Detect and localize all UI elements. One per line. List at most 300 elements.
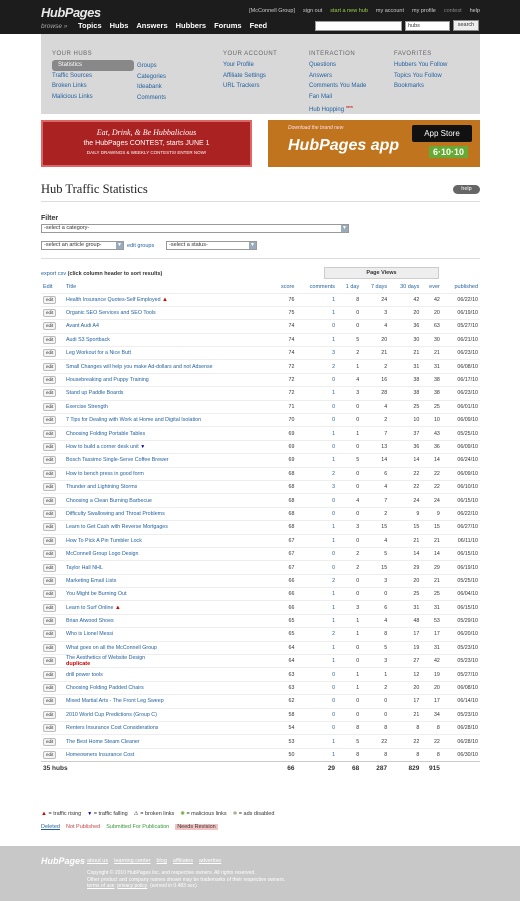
cell-views-7-days: 15 [361, 521, 389, 534]
cell-views-30-days: 38 [389, 373, 421, 386]
edit-button[interactable]: edit [43, 483, 56, 491]
cell-comments[interactable]: 0 [296, 373, 337, 386]
your-hubs-column-2 [137, 61, 166, 103]
cell-views-7-days: 0 [361, 695, 389, 708]
hub-title-link[interactable]: Health Insurance Quotes-Self Employed [66, 296, 161, 303]
cell-views-7-days: 13 [361, 440, 389, 453]
nav-hubbers[interactable]: Hubbers [175, 21, 207, 30]
cell-views-1-day: 8 [337, 722, 361, 735]
cell-views-30-days: 22 [389, 480, 421, 493]
edit-button[interactable]: edit [43, 617, 56, 625]
sort-hint: (click column header to sort results) [67, 271, 163, 277]
cell-comments[interactable]: 1 [296, 588, 337, 601]
table-row [41, 454, 480, 467]
app-store-badge: App Store [412, 125, 472, 142]
title-divider [41, 201, 480, 202]
menu-hubbers-you-follow[interactable]: Hubbers You Follow [394, 62, 448, 68]
col-edit[interactable]: Edit [43, 284, 53, 291]
cell-views-30-days: 31 [389, 601, 421, 614]
cell-views-30-days: 38 [389, 387, 421, 400]
cell-comments[interactable]: 0 [296, 561, 337, 574]
group-name: [McConnell Group] [249, 8, 296, 14]
hub-title-link[interactable]: How to build a corner desk unit [66, 443, 139, 450]
cell-comments[interactable]: 0 [296, 708, 337, 721]
cell-score: 69 [272, 427, 296, 440]
cell-views-30-days: 20 [389, 574, 421, 587]
edit-button[interactable]: edit [43, 510, 56, 518]
export-csv-link[interactable]: export csv [41, 271, 67, 277]
cell-views-7-days: 3 [361, 655, 389, 668]
table-row [41, 333, 480, 346]
cell-comments[interactable]: 0 [296, 414, 337, 427]
edit-button[interactable]: edit [43, 550, 56, 558]
footer-affiliates[interactable]: affiliates [172, 858, 193, 864]
hub-title-link[interactable]: Thunder and Lightning Storms [66, 484, 138, 491]
cell-views-1-day: 0 [337, 588, 361, 601]
cell-published-date: 06/19/10 [442, 306, 480, 319]
nav-forums[interactable]: Forums [214, 21, 242, 30]
status-select-value: -select a status- [169, 242, 208, 248]
cell-published-date: 06/27/10 [442, 521, 480, 534]
hub-title-link[interactable]: Organic SEO Services and SEO Tools [66, 310, 156, 317]
nav-answers[interactable]: Answers [136, 21, 168, 30]
cell-views-ever: 8 [421, 748, 442, 761]
status-needs-revision: Needs Revision [177, 824, 216, 830]
hub-title-link[interactable]: Housebreaking and Puppy Training [66, 377, 149, 384]
edit-button[interactable]: edit [43, 523, 56, 531]
edit-button[interactable]: edit [43, 403, 56, 411]
menu-malicious-links[interactable]: Malicious Links [52, 93, 93, 100]
cell-score: 68 [272, 480, 296, 493]
cell-comments[interactable]: 0 [296, 507, 337, 520]
cell-comments[interactable]: 2 [296, 467, 337, 480]
cell-score: 53 [272, 735, 296, 748]
cell-comments[interactable]: 1 [296, 454, 337, 467]
contest-banner-title: the HubPages CONTEST, starts JUNE 1 [83, 140, 210, 147]
cell-views-30-days: 9 [389, 507, 421, 520]
edit-button[interactable]: edit [43, 751, 56, 759]
cell-published-date: 06/23/10 [442, 347, 480, 360]
cell-comments[interactable]: 1 [296, 601, 337, 614]
cell-views-ever: 14 [421, 547, 442, 560]
footer-links [87, 858, 221, 864]
edit-button[interactable]: edit [43, 537, 56, 545]
cell-comments[interactable]: 0 [296, 668, 337, 681]
search-input[interactable] [315, 21, 402, 31]
hubpages-logo[interactable]: HubPages [41, 5, 101, 20]
footer-advertise[interactable]: advertise [198, 858, 222, 864]
filter-label: Filter [41, 215, 59, 222]
cell-views-7-days: 8 [361, 748, 389, 761]
cell-views-7-days: 6 [361, 467, 389, 480]
cell-score: 63 [272, 668, 296, 681]
cell-score: 74 [272, 320, 296, 333]
edit-button[interactable]: edit [43, 684, 56, 692]
hub-title-link[interactable]: drill power tools [66, 671, 103, 678]
table-row [41, 480, 480, 493]
menu-topics-you-follow[interactable]: Topics You Follow [394, 72, 442, 79]
cell-views-7-days: 4 [361, 480, 389, 493]
edit-button[interactable]: edit [43, 604, 56, 612]
app-banner[interactable] [268, 120, 480, 167]
legend-rising: = traffic rising [48, 811, 82, 817]
favorites-column [394, 51, 447, 92]
app-banner-tagline: Download the brand new [288, 125, 344, 131]
cell-comments[interactable]: 1 [296, 427, 337, 440]
menu-traffic-sources[interactable]: Traffic Sources [52, 72, 93, 79]
cell-views-1-day: 4 [337, 494, 361, 507]
edit-button[interactable]: edit [43, 738, 56, 746]
cell-comments[interactable]: 0 [296, 494, 337, 507]
cell-views-ever: 22 [421, 735, 442, 748]
edit-button[interactable]: edit [43, 564, 56, 572]
cell-views-7-days: 28 [361, 387, 389, 400]
menu-your-profile[interactable]: Your Profile [223, 62, 254, 68]
table-row [41, 400, 480, 413]
cell-views-7-days: 3 [361, 306, 389, 319]
footer-logo[interactable]: HubPages [41, 856, 86, 866]
menu-bookmarks[interactable]: Bookmarks [394, 83, 425, 89]
cell-published-date: 06/15/10 [442, 547, 480, 560]
cell-views-7-days: 21 [361, 347, 389, 360]
hub-title-link[interactable]: Audi S3 Sportback [66, 336, 110, 343]
cell-comments[interactable]: 2 [296, 360, 337, 373]
hub-title-link[interactable]: Leg Workout for a Nice Butt [66, 350, 131, 357]
cell-views-30-days: 37 [389, 427, 421, 440]
edit-button[interactable]: edit [43, 724, 56, 732]
hub-title-link[interactable]: Mixed Martial Arts - The Front Leg Sweep [66, 698, 164, 705]
cell-published-date: 06/09/10 [442, 467, 480, 480]
hub-title-link[interactable]: 7 Tips for Dealing with Work at Home and Digital Isolation [66, 417, 202, 424]
cell-comments[interactable]: 0 [296, 695, 337, 708]
table-row [41, 561, 480, 574]
table-row [41, 360, 480, 373]
cell-score: 72 [272, 360, 296, 373]
cell-views-1-day: 5 [337, 454, 361, 467]
filter-divider [41, 258, 480, 259]
menu-ideabank[interactable]: Ideabank [137, 84, 162, 90]
cell-views-30-days: 21 [389, 534, 421, 547]
cell-comments[interactable]: 2 [296, 574, 337, 587]
cell-score: 74 [272, 333, 296, 346]
hub-title-link[interactable]: You Might be Burning Out [66, 591, 127, 598]
cell-views-1-day: 8 [337, 293, 361, 306]
hub-title-link[interactable]: Taylor Hall NHL [66, 564, 103, 571]
account-links [249, 8, 480, 14]
footer-about-us[interactable]: about us [87, 858, 109, 864]
cell-published-date: 06/19/10 [442, 561, 480, 574]
hub-title-link[interactable]: Avant Audi A4 [66, 323, 99, 330]
hub-title-link[interactable]: Brian Atwood Shoes [66, 618, 114, 625]
cell-views-30-days: 10 [389, 414, 421, 427]
hub-title-link[interactable]: Homeowners Insurance Cost [66, 751, 135, 758]
cell-views-30-days: 22 [389, 735, 421, 748]
cell-comments[interactable]: 0 [296, 320, 337, 333]
menu-categories[interactable]: Categories [137, 73, 167, 80]
status-select[interactable] [166, 241, 257, 250]
table-row [41, 414, 480, 427]
cell-comments[interactable]: 1 [296, 614, 337, 627]
cell-views-30-days: 30 [389, 333, 421, 346]
your-hubs-column [52, 51, 134, 102]
edit-button[interactable]: edit [43, 416, 56, 424]
cell-views-7-days: 4 [361, 534, 389, 547]
cell-published-date: 06/08/10 [442, 681, 480, 694]
cell-views-ever: 21 [421, 574, 442, 587]
cell-score: 65 [272, 614, 296, 627]
duplicate-flag: duplicate [66, 661, 91, 668]
cell-score: 76 [272, 293, 296, 306]
edit-button[interactable]: edit [43, 644, 56, 652]
cell-views-7-days: 2 [361, 681, 389, 694]
cell-views-1-day: 0 [337, 695, 361, 708]
nav-hubs[interactable]: Hubs [109, 21, 129, 30]
edit-button[interactable]: edit [43, 456, 56, 464]
edit-button[interactable]: edit [43, 389, 56, 397]
privacy-link[interactable]: privacy policy [117, 883, 148, 889]
contest-banner[interactable] [41, 120, 252, 167]
hub-title-link[interactable]: 2010 World Cup Predictions (Group C) [66, 711, 157, 718]
col-title[interactable]: Title [66, 284, 77, 291]
hub-title-link[interactable]: Learn to Get Cash with Reverse Mortgages [66, 524, 168, 531]
hub-title-link[interactable]: How To Pick A Pin Tumbler Lock [66, 537, 142, 544]
cell-views-30-days: 21 [389, 347, 421, 360]
table-row [41, 293, 480, 306]
hub-title-link[interactable]: Marketing Email Lists [66, 577, 117, 584]
menu-statistics[interactable]: Statistics [52, 60, 134, 71]
edit-button[interactable]: edit [43, 430, 56, 438]
edit-button[interactable]: edit [43, 363, 56, 371]
hub-title-link[interactable]: What goes on all the McConnell Group [66, 644, 157, 651]
nav-topics[interactable]: Topics [78, 21, 102, 30]
contest-link[interactable]: contest [443, 8, 462, 14]
search-scope-select[interactable] [405, 21, 450, 31]
cell-comments[interactable]: 1 [296, 655, 337, 668]
edit-button[interactable]: edit [43, 577, 56, 585]
hub-title-link[interactable]: The Aesthetics of Website Design [66, 655, 146, 662]
cell-views-30-days: 48 [389, 614, 421, 627]
menu-affiliate-settings[interactable]: Affiliate Settings [223, 72, 266, 79]
edit-button[interactable]: edit [43, 711, 56, 719]
cell-views-ever: 17 [421, 628, 442, 641]
cell-comments[interactable]: 1 [296, 306, 337, 319]
served-time: (served in 0.483 sec) [150, 883, 197, 889]
hub-title-link[interactable]: Bosch Tassimo Single-Serve Coffee Brewer [66, 457, 169, 464]
edit-button[interactable]: edit [43, 322, 56, 330]
totals-row [41, 762, 480, 775]
your-account-heading: YOUR ACCOUNT [223, 51, 278, 57]
cell-comments[interactable]: 1 [296, 333, 337, 346]
nav-feed[interactable]: Feed [249, 21, 268, 30]
menu-groups[interactable]: Groups [137, 63, 157, 69]
cell-views-ever: 63 [421, 320, 442, 333]
cell-views-ever: 31 [421, 601, 442, 614]
chevron-down-icon: ▼ [342, 225, 347, 231]
virus-icon: ✺ [180, 811, 185, 817]
export-row [41, 271, 162, 277]
menu-comments-you-made[interactable]: Comments You Made [309, 83, 367, 89]
chevron-down-icon: ▼ [117, 242, 122, 248]
edit-button[interactable]: edit [43, 443, 56, 451]
cell-comments[interactable]: 1 [296, 735, 337, 748]
hub-title-link[interactable]: The Best Home Steam Cleaner [66, 738, 140, 745]
hub-title-link[interactable]: Choosing Folding Portable Tables [66, 430, 146, 437]
menu-fan-mail[interactable]: Fan Mail [309, 93, 333, 100]
col-1-day[interactable]: 1 day [345, 284, 360, 291]
cell-comments[interactable]: 0 [296, 547, 337, 560]
chevron-down-icon: ▼ [250, 242, 255, 248]
menu-broken-links[interactable]: Broken Links [52, 83, 87, 89]
top-bar [0, 0, 520, 34]
cell-comments[interactable]: 1 [296, 641, 337, 654]
cell-score: 68 [272, 521, 296, 534]
footer-blog[interactable]: blog [156, 858, 167, 864]
col-score[interactable]: score [280, 284, 295, 291]
edit-button[interactable]: edit [43, 376, 56, 384]
totals-label: 35 hubs [41, 762, 272, 775]
cell-views-7-days: 3 [361, 574, 389, 587]
cell-score: 67 [272, 534, 296, 547]
total-score: 66 [272, 762, 296, 775]
cell-published-date: 06/20/10 [442, 628, 480, 641]
col-30-days[interactable]: 30 days [400, 284, 420, 291]
cell-views-30-days: 21 [389, 708, 421, 721]
cell-comments[interactable]: 2 [296, 628, 337, 641]
col-comments[interactable]: comments [309, 284, 336, 291]
edit-button[interactable]: edit [43, 657, 56, 665]
total-ever: 915 [421, 762, 442, 775]
cell-comments[interactable]: 1 [296, 293, 337, 306]
cell-views-30-days: 8 [389, 748, 421, 761]
edit-groups-link[interactable]: edit groups [127, 243, 155, 249]
cell-comments[interactable]: 3 [296, 480, 337, 493]
cell-views-ever: 17 [421, 695, 442, 708]
hub-title-link[interactable]: Small Changes will help you make Ad-dollars and not Adsense [66, 363, 213, 370]
hub-title-link[interactable]: Who is Lionel Messi [66, 631, 114, 638]
cell-views-7-days: 0 [361, 588, 389, 601]
edit-button[interactable]: edit [43, 630, 56, 638]
help-button[interactable]: help [453, 185, 480, 194]
table-row [41, 681, 480, 694]
status-key [41, 824, 218, 830]
edit-button[interactable]: edit [43, 336, 56, 344]
article-group-select[interactable] [41, 241, 124, 250]
table-row [41, 306, 480, 319]
edit-button[interactable]: edit [43, 309, 56, 317]
col-7-days[interactable]: 7 days [370, 284, 388, 291]
cell-score: 68 [272, 507, 296, 520]
edit-button[interactable]: edit [43, 349, 56, 357]
col-ever[interactable]: ever [429, 284, 440, 291]
my-account-link[interactable]: my account [375, 8, 405, 14]
cell-views-30-days: 22 [389, 467, 421, 480]
cell-comments[interactable]: 0 [296, 681, 337, 694]
hub-title-link[interactable]: Learn to Surf Online [66, 604, 114, 611]
hub-title-link[interactable]: Stand up Paddle Boards [66, 390, 124, 397]
cell-views-7-days: 4 [361, 320, 389, 333]
edit-button[interactable]: edit [43, 470, 56, 478]
table-row [41, 347, 480, 360]
hub-title-link[interactable]: Difficulty Swallowing and Throat Problems [66, 510, 165, 517]
hub-hopping-label: Hub Hopping [309, 107, 345, 113]
hub-title-link[interactable]: How to bench press in good form [66, 470, 144, 477]
cell-views-ever: 19 [421, 668, 442, 681]
cell-comments[interactable]: 1 [296, 387, 337, 400]
cell-views-30-days: 8 [389, 722, 421, 735]
hub-title-link[interactable]: Choosing Folding Padded Chairs [66, 685, 144, 692]
col-published[interactable]: published [454, 284, 478, 291]
cell-views-7-days: 0 [361, 708, 389, 721]
menu-hub-hopping[interactable] [309, 102, 366, 116]
cell-comments[interactable]: 1 [296, 748, 337, 761]
cell-published-date: 06/28/10 [442, 735, 480, 748]
category-select[interactable] [41, 224, 349, 233]
menu-answers[interactable]: Answers [309, 72, 333, 79]
cell-score: 65 [272, 628, 296, 641]
cell-comments[interactable]: 1 [296, 534, 337, 547]
table-row [41, 387, 480, 400]
sign-out-link[interactable]: sign out [303, 8, 323, 14]
hub-title-link[interactable]: Renters Insurance Cost Considerations [66, 725, 159, 732]
cell-views-7-days: 2 [361, 414, 389, 427]
menu-url-trackers[interactable]: URL Trackers [223, 83, 260, 89]
warning-icon: ⚠ [133, 811, 139, 817]
hub-title-link[interactable]: Exercise Strength [66, 403, 108, 410]
cell-views-30-days: 17 [389, 695, 421, 708]
cell-comments[interactable]: 0 [296, 440, 337, 453]
cell-views-ever: 43 [421, 427, 442, 440]
cell-comments[interactable]: 3 [296, 347, 337, 360]
cell-views-7-days: 5 [361, 547, 389, 560]
cell-views-1-day: 0 [337, 655, 361, 668]
cell-comments[interactable]: 0 [296, 400, 337, 413]
cell-views-7-days: 2 [361, 507, 389, 520]
edit-button[interactable]: edit [43, 697, 56, 705]
edit-button[interactable]: edit [43, 590, 56, 598]
hub-title-link[interactable]: Choosing a Clean Burning Barbecue [66, 497, 152, 504]
menu-comments[interactable]: Comments [137, 94, 167, 101]
terms-link[interactable]: terms of use [87, 883, 115, 889]
cell-views-1-day: 2 [337, 347, 361, 360]
cell-views-1-day: 0 [337, 306, 361, 319]
menu-questions[interactable]: Questions [309, 62, 337, 68]
cell-published-date: 05/27/10 [442, 668, 480, 681]
cell-score: 64 [272, 641, 296, 654]
start-new-hub-link[interactable]: start a new hub [330, 8, 368, 14]
edit-button[interactable]: edit [43, 671, 56, 679]
edit-button[interactable]: edit [43, 296, 56, 304]
my-profile-link[interactable]: my profile [412, 8, 436, 14]
cell-published-date: 06/04/10 [442, 588, 480, 601]
status-submitted: Submitted For Publication [106, 824, 170, 830]
cell-views-1-day: 8 [337, 748, 361, 761]
your-hubs-heading: YOUR HUBS [52, 51, 93, 57]
search-button[interactable]: search [453, 20, 479, 31]
my-hubs-menu [41, 34, 480, 114]
edit-button[interactable]: edit [43, 497, 56, 505]
cell-published-date: 06/22/10 [442, 507, 480, 520]
cell-views-7-days: 16 [361, 373, 389, 386]
hub-title-link[interactable]: McConnell Group Logo Design [66, 551, 139, 558]
cell-comments[interactable]: 0 [296, 722, 337, 735]
total-7-days: 287 [361, 762, 389, 775]
table-header-row [41, 282, 480, 293]
cell-comments[interactable]: 1 [296, 521, 337, 534]
footer-learning-center[interactable]: learning center [114, 858, 151, 864]
table-row [41, 547, 480, 560]
cell-views-30-days: 25 [389, 588, 421, 601]
help-link[interactable]: help [469, 8, 480, 14]
